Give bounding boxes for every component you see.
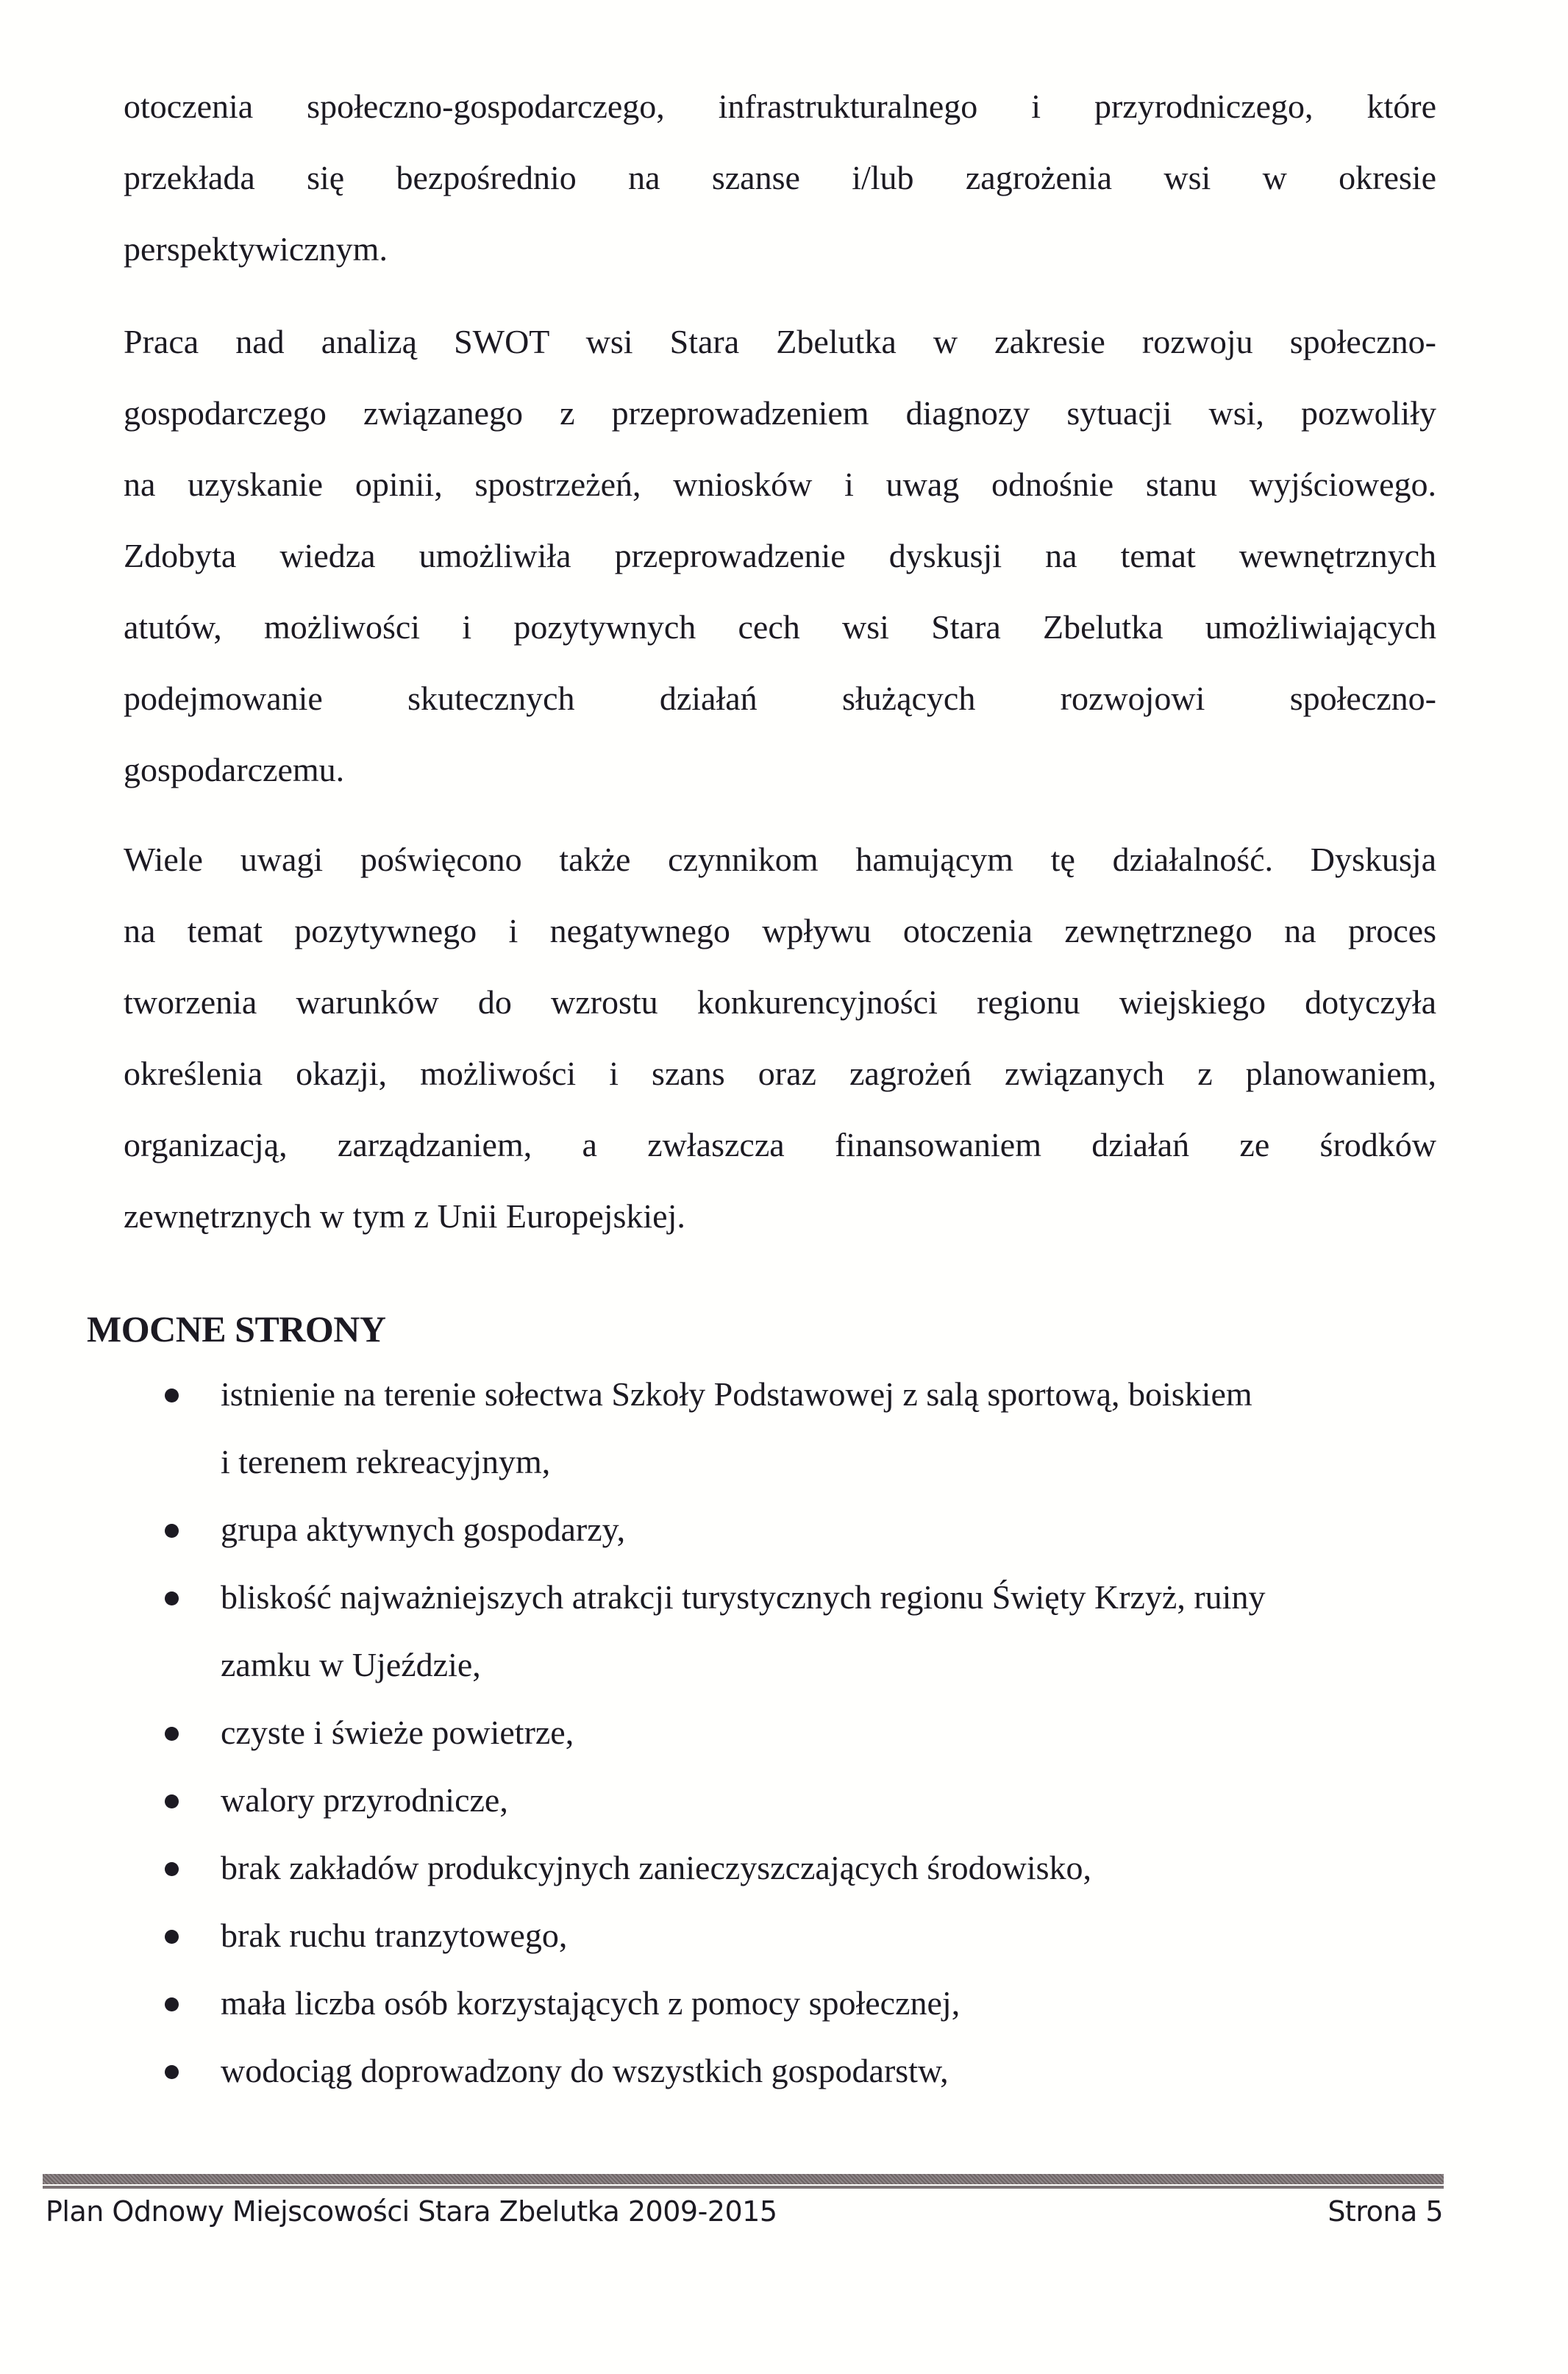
- text-line: na temat pozytywnego i negatywnego wpływu otoczenia zewnętrznego na proces: [124, 912, 1436, 949]
- bullet-icon: [165, 1862, 179, 1876]
- bullet-icon: [165, 2065, 179, 2079]
- list-item: [0, 1564, 1568, 1699]
- list-item: [0, 1834, 1568, 1902]
- page-number: Strona 5: [1328, 2195, 1443, 2228]
- paragraph-swot-work: [124, 306, 1436, 805]
- list-item-text: walory przyrodnicze,: [221, 1781, 508, 1819]
- bullet-icon: [165, 1591, 179, 1605]
- paragraph-inhibiting-factors: [124, 824, 1436, 1252]
- list-item-text: czyste i świeże powietrze,: [221, 1714, 574, 1751]
- list-item: [0, 2037, 1568, 2105]
- text-line: na uzyskanie opinii, spostrzeżeń, wniosków i uwag odnośnie stanu wyjściowego.: [124, 466, 1436, 503]
- section-heading: MOCNE STRONY: [87, 1308, 386, 1350]
- list-item-text: mała liczba osób korzystających z pomocy społecznej,: [221, 1984, 961, 2022]
- list-item: [0, 1699, 1568, 1767]
- list-item-text: wodociąg doprowadzony do wszystkich gospodarstw,: [221, 2052, 949, 2089]
- text-line: zewnętrznych w tym z Unii Europejskiej.: [124, 1197, 685, 1235]
- list-item: [0, 1496, 1568, 1564]
- bullet-icon: [165, 1727, 179, 1741]
- strengths-list: [0, 1361, 1568, 2105]
- text-line: atutów, możliwości i pozytywnych cech wsi Stara Zbelutka umożliwiających: [124, 608, 1436, 646]
- text-line: Zdobyta wiedza umożliwiła przeprowadzenie dyskusji na temat wewnętrznych: [124, 537, 1436, 574]
- text-line: perspektywicznym.: [124, 230, 388, 268]
- list-item: [0, 1767, 1568, 1834]
- text-line: gospodarczego związanego z przeprowadzeniem diagnozy sytuacji wsi, pozwoliły: [124, 394, 1436, 432]
- list-item: [0, 1970, 1568, 2037]
- list-item-text: brak ruchu tranzytowego,: [221, 1917, 568, 1954]
- list-item-text: i terenem rekreacyjnym,: [221, 1443, 551, 1480]
- text-line: przekłada się bezpośrednio na szanse i/lub zagrożenia wsi w okresie: [124, 159, 1436, 196]
- text-line: tworzenia warunków do wzrostu konkurencyjności regionu wiejskiego dotyczyła: [124, 983, 1436, 1021]
- text-line: określenia okazji, możliwości i szans oraz zagrożeń związanych z planowaniem,: [124, 1055, 1436, 1092]
- text-line: gospodarczemu.: [124, 751, 345, 788]
- text-line: organizacją, zarządzaniem, a zwłaszcza finansowaniem działań ze środków: [124, 1126, 1436, 1163]
- bullet-icon: [165, 1794, 179, 1808]
- footer-rule-thin: [43, 2186, 1444, 2189]
- bullet-icon: [165, 1997, 179, 2011]
- list-item-text: grupa aktywnych gospodarzy,: [221, 1511, 626, 1548]
- list-item-text: brak zakładów produkcyjnych zanieczyszczających środowisko,: [221, 1849, 1092, 1886]
- text-line: Wiele uwagi poświęcono także czynnikom hamującym tę działalność. Dyskusja: [124, 841, 1436, 878]
- bullet-icon: [165, 1524, 179, 1538]
- list-item-text: bliskość najważniejszych atrakcji turystycznych regionu Święty Krzyż, ruiny: [221, 1578, 1266, 1616]
- paragraph-context: [124, 71, 1436, 285]
- list-item-text: istnienie na terenie sołectwa Szkoły Podstawowej z salą sportową, boiskiem: [221, 1375, 1252, 1413]
- footer-title: Plan Odnowy Miejscowości Stara Zbelutka 2009-2015: [46, 2195, 777, 2228]
- text-line: otoczenia społeczno-gospodarczego, infrastrukturalnego i przyrodniczego, które: [124, 88, 1436, 125]
- bullet-icon: [165, 1930, 179, 1944]
- bullet-icon: [165, 1389, 179, 1402]
- list-item: [0, 1902, 1568, 1970]
- footer-rule: [43, 2174, 1444, 2184]
- list-item-text: zamku w Ujeździe,: [221, 1646, 481, 1683]
- text-line: Praca nad analizą SWOT wsi Stara Zbelutka w zakresie rozwoju społeczno-: [124, 323, 1436, 360]
- text-line: podejmowanie skutecznych działań służących rozwojowi społeczno-: [124, 680, 1436, 717]
- list-item: [0, 1361, 1568, 1496]
